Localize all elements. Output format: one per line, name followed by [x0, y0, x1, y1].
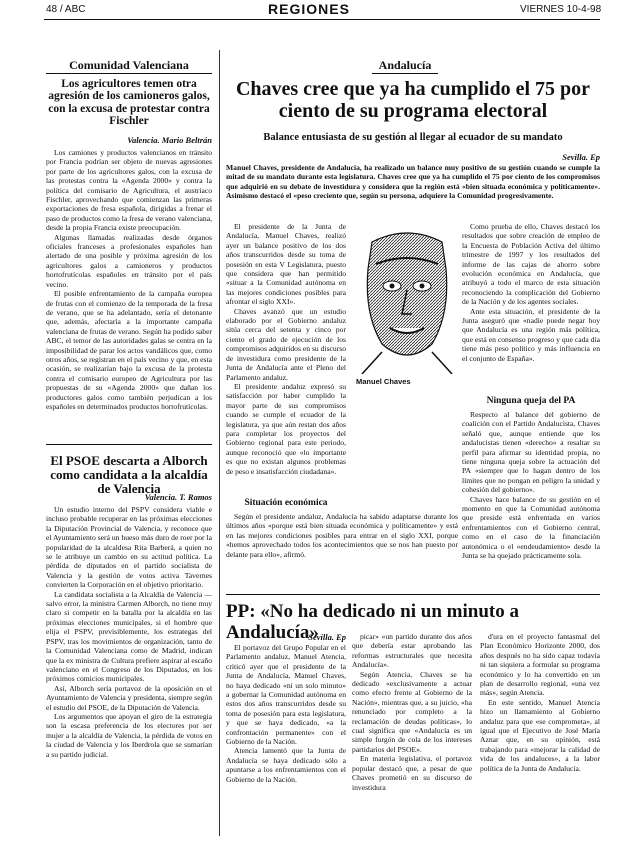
- left-divider: [46, 444, 212, 445]
- paragraph: El portavoz del Grupo Popular en el Parlamento andaluz, Manuel Atencia, criticó ayer que el presidente de la Junta de Andalucía, Manuel Chaves, no haya dedicado «ni un solo minuto» a gobernar la Comunidad autónoma en estos dos años transcurridos desde su toma de posesión para esta legislatura, y que se haya dedicado, «a la confrontación permanente» con el Gobierno de la Nación.: [226, 643, 346, 747]
- paragraph: Chaves hace balance de su gestión en el momento en que la Comunidad autónoma que preside está enfrentada en varios enfrentamientos con el Gobierno central, como en el caso de la financiación autonómica o el «endeudamiento» desde la Junta se ha quejado prácticamente sola.: [462, 494, 600, 561]
- headline-psoe-alborch: El PSOE descarta a Alborch como candidata a la alcaldía de Valencia: [50, 453, 208, 497]
- article-chaves-col3: [462, 222, 600, 384]
- paragraph: El presidente andaluz expresó su satisfacción por haber cumplido la mayor parte de sus compromisos cuando se cumple el ecuador de la legislatura, ya que aún restan dos años para completar los proyectos del Gobierno regional para este periodo, aunque reconoció que «lo importante es que no existan algunos problemas de peso e insatisfacción ciudadana».: [226, 381, 346, 476]
- paragraph: Ante esta situación, el presidente de la Junta aseguró que «nadie puede negar hoy que Andalucía es una región más política, que está en consenso progreso y que cada día tiene más peso político y más influencia en el conjunto de España».: [462, 306, 600, 363]
- article-pp-col2: [352, 632, 472, 835]
- article-agricultores: [46, 148, 212, 428]
- section-title: REGIONES: [268, 1, 350, 17]
- page-number: 48 / ABC: [46, 4, 86, 15]
- lead-paragraph: Manuel Chaves, presidente de Andalucía, ha realizado un balance muy positivo de su gestión cuando se cumple la mitad de su mandato durante esta legislatura. Chaves cree que ya ha cumplido el 75 por ciento de los compromisos que adquirió en su debate de investidura y considera que la región está «bien situada económica y políticamente». Asimismo destacó el «peso creciente que, según su persona, adquiere la Comunidad progresivamente.: [226, 163, 600, 201]
- headline-chaves: Chaves cree que ya ha cumplido el 75 por ciento de su programa electoral: [235, 78, 591, 122]
- paragraph: En materia legislativa, el portavoz popular destacó que, a pesar de que Chaves prometió en su discurso de investidura: [352, 754, 472, 792]
- bottom-divider: [226, 594, 600, 595]
- paragraph: El presidente de la Junta de Andalucía, Manuel Chaves, realizó ayer un balance positivo de los dos años transcurridos desde su toma de posesión en esta V Legislatura, puesto que considera que han permitido «situar a la Comunidad autónoma en las mejores condiciones posibles para afrontar el siglo XXI».: [226, 222, 346, 307]
- paragraph: picar» «un partido durante dos años que debería estar aprobando las reformas estructurales que necesita Andalucía».: [352, 632, 472, 670]
- paragraph: Según Atencia, Chaves se ha dedicado «exclusivamente a actuar como efecto frente al Gobierno de la Nación», mientras que, a su juicio, «ha renunciado por completo a la reclamación de deudas políticas», lo cual significa que «Andalucía es un simple furgón de cola de los intereses partidarios del PSOE».: [352, 669, 472, 754]
- paragraph: Respecto al balance del gobierno de coalición con el Partido Andalucista, Chaves señaló que, aunque entiende que los andalucistas tienen «derecho» a resaltar su perfil para afirmar su identidad propia, no tiene ninguna queja sobre la actuación del PA «siempre que lo hagan dentro de los límites que no pongan en peligro la unidad y cohesión del gobierno».: [462, 410, 600, 495]
- paragraph: Los argumentos que apoyan el giro de la estrategia son la escasa preferencia de los electores por ser mujer a la alcaldía de Valencia, la pérdida de votos en la ciudad de Valencia y los Iberdrola que se sumarían a su partido judicial.: [46, 711, 212, 759]
- paragraph: La candidata socialista a la Alcaldía de Valencia —salvo error, la ministra Carmen Alborch, no tiene muy claro si competir en la batalla por la alcaldía en las próximas elecciones municipales, si el hombre que elija el PSPV, previsiblemente, los estrategas del PSPV, tras los movimientos de organización, tanto de la Comunidad Valenciana como de Madrid, indican que la ex ministra de Cultura prefiere aspirar al escaño valenciano en el Congreso de los Diputados, en los próximos comicios municipales.: [46, 589, 212, 684]
- headline-pp: PP: «No ha dedicado ni un minuto a Andalucía»: [226, 601, 519, 643]
- paragraph: En este sentido, Manuel Atencia hizo un llamamiento al Gobierno andaluz para que «se comprometa», al igual que el Ejecutivo de José María Aznar que, en su opinión, está trabajando para «mejorar la calidad de vida de los andaluces», a la labor política de la Junta de Andalucía.: [480, 697, 600, 773]
- paragraph: Un estudio interno del PSPV considera viable e incluso probable recuperar en las próximas elecciones la Diputación Provincial de Valencia, y reconoce que el Ayuntamiento será un hueso más duro de roer por la popularidad de la alcaldesa Rita Barberá, a quien no se le atribuye un cambio en su actitud política. La pérdida de diputados en el partido socialista de Valencia y la gestión de votos activa Tavernes convierten la Corporación en el objetivo prioritario.: [46, 505, 212, 590]
- subhead-chaves: Balance entusiasta de su gestión al llegar al ecuador de su mandato: [263, 132, 563, 143]
- paragraph: d'ura en el proyecto fantasmal del Plan Económico Horizonte 2000, dos años después no ha sido capaz todavía ni tan siquiera a formular su programa económico y lo ha convertido en un plan de desarrollo regional, «una vez más», según Atencia.: [480, 632, 600, 698]
- article-chaves-col1: [226, 222, 346, 482]
- photo-caption: Manuel Chaves: [356, 377, 411, 386]
- article-chaves-col2: [226, 512, 458, 578]
- byline-pp: Sevilla. Ep: [308, 632, 346, 642]
- subhead-ninguna-queja: Ninguna queja del PA: [486, 396, 576, 406]
- article-pp-col1: [226, 643, 346, 835]
- subhead-situacion-economica: Situación económica: [244, 498, 328, 508]
- header-rule: [44, 19, 600, 20]
- paragraph: Como prueba de ello, Chaves destacó los resultados que sobre creación de empleo de la Encuesta de Población Activa del último trimestre de 1997 y los resultados del informe de las cajas de ahorro sobre evolución económica en Andalucía, que atribuyó a todo el marco de esta situación reconociendo la complicación del Gobierno de la Nación y de los agentes sociales.: [462, 222, 600, 307]
- article-psoe-alborch: [46, 505, 212, 835]
- chaves-caricature: [352, 224, 462, 374]
- paragraph: El posible enfrentamiento de la campaña europea de frutas con el comienzo de la temporada de la fresa de verano, que se ha adelantado, sería el detonante que, además, afectaría a la importante campaña valenciana de frutas de verano. Según ha podido saber ABC, el temor de las autoridades galas se centra en la imposibilidad de parar los actos vandálicos que, como otros años, se registran en el país vecino y que, en esta ocasión, se realizarían bajo la excusa de la protesta contra el comisario europeo de Agricultura por las propuestas de su «Agenda 2000» que dañan los productores galos como también perjudican a los españoles en determinados productos hortofrutícolas.: [46, 289, 212, 411]
- paragraph: Algunas llamadas realizadas desde órganos oficiales franceses a profesionales españoles han alertado de una posible y próxima agresión de los agricultores galos a camioneros y productos hortofrutícolas españoles en tránsito por el país vecino.: [46, 232, 212, 289]
- article-pp-col3: [480, 632, 600, 835]
- section-andalucia: Andalucía: [372, 58, 438, 74]
- article-chaves-col3b: [462, 410, 600, 580]
- paragraph: Así, Alborch sería portavoz de la oposición en el Ayuntamiento de Valencia y presidenta, siempre según el estudio del PSOE, de la Diputación de Valencia.: [46, 683, 212, 712]
- headline-agricultores: Los agricultores temen otra agresión de los camioneros galos, con la excusa de protestar contra Fischler: [48, 78, 210, 128]
- byline-valencia: Valencia. Mario Beltrán: [127, 135, 212, 145]
- column-separator: [219, 50, 220, 836]
- paragraph: Los camiones y productos valencianos en tránsito por Francia podrían ser objeto de nuevas agresiones por parte de los agricultores galos, con la excusa de las protestas contra la «Agenda 2000» y contra la política del comisario de Agricultura, el austríaco Fischler, aprovechando que comienzan las primeras exportaciones de fresa española, dirigidas a frenar el paso de productos como la fresa de verano valenciana, desde la propia Francia existe preocupación.: [46, 148, 212, 233]
- portrait-illustration: [352, 224, 462, 374]
- paragraph: Chaves avanzó que un estudio elaborado por el Gobierno andaluz sitúa cerca del setenta y cinco por ciento el grado de ejecución de los compromisos adquiridos en su discurso de investidura como presidente de la Junta de Andalucía ante el Pleno del Parlamento andaluz.: [226, 306, 346, 382]
- byline-ramos: Valencia. T. Ramos: [144, 492, 212, 502]
- paragraph: Atencia lamentó que la Junta de Andalucía se haya dedicado sólo a apuntarse a los enfrentamientos con el Gobierno de la Nación.: [226, 746, 346, 784]
- paragraph: Según el presidente andaluz, Andalucía ha sabido adaptarse durante los últimos años «porque está bien situada económica y políticamente» y está en las mejores condiciones posibles para entrar en el siglo XXI, porque «hemos aprovechado todos los acontecimientos que se nos han puesto por delante para ello», afirmó.: [226, 512, 458, 559]
- issue-date: VIERNES 10-4-98: [520, 4, 602, 15]
- byline-sevilla: Sevilla. Ep: [562, 152, 600, 162]
- section-comunidad-valenciana: Comunidad Valenciana: [46, 58, 212, 74]
